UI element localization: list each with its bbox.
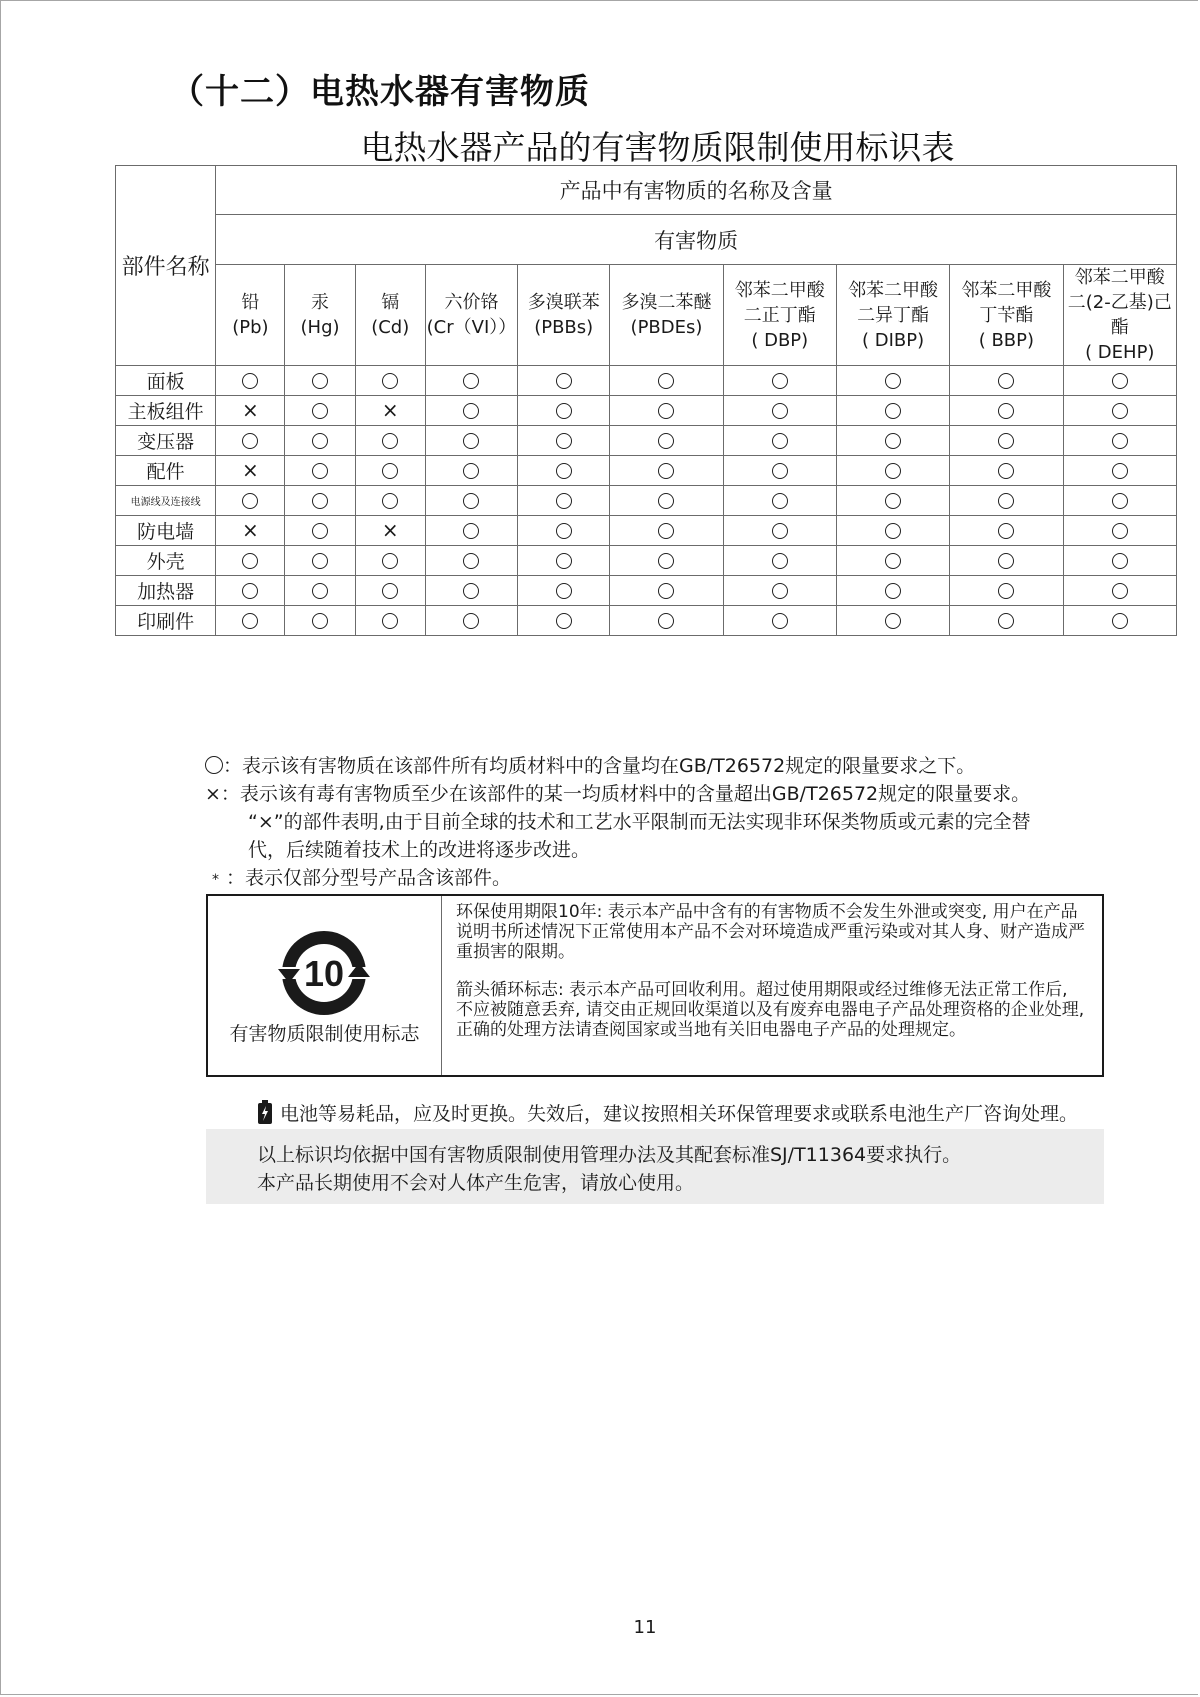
note-x-text: ：表示该有毒有害物质至少在该部件的某一均质材料中的含量超出GB/T26572规定的限量要求。	[220, 783, 1031, 805]
table-row	[116, 516, 1177, 546]
circle-mark-icon	[382, 583, 398, 599]
column-header-line3: ( BBP)	[978, 329, 1035, 351]
circle-mark-icon	[1112, 583, 1128, 599]
mark-cell	[950, 426, 1063, 456]
column-header-line1: 镉	[381, 292, 400, 313]
mark-cell	[355, 426, 425, 456]
mark-cell	[425, 576, 517, 606]
circle-mark-icon	[658, 433, 674, 449]
note-x-detail-2: 代，后续随着技术上的改进将逐步改进。	[248, 839, 591, 861]
mark-cell	[836, 426, 949, 456]
mark-cell	[610, 426, 723, 456]
column-header-line1: 邻苯二甲酸	[1074, 267, 1165, 288]
circle-mark-icon	[463, 433, 479, 449]
info-para-1: 环保使用期限10年: 表示本产品中含有的有害物质不会发生外泄或突变, 用户在产品说明书所述情况下正常使用本产品不会对环境造成严重污染或对其人身、财产造成严重损害的限期。	[456, 902, 1085, 962]
circle-mark-icon	[382, 553, 398, 569]
circle-mark-icon	[885, 613, 901, 629]
mark-cell	[1063, 426, 1176, 456]
mark-cell	[355, 486, 425, 516]
mark-cell	[518, 396, 610, 426]
mark-cell	[518, 486, 610, 516]
legend-notes	[205, 752, 1031, 894]
circle-mark-icon	[463, 553, 479, 569]
mark-cell	[518, 516, 610, 546]
part-name-cell: 主板组件	[116, 396, 216, 426]
column-header-line3: ( DIBP)	[862, 329, 925, 351]
circle-mark-icon	[463, 583, 479, 599]
battery-icon	[258, 1100, 272, 1124]
column-header-line1: 汞	[311, 292, 330, 313]
part-name-cell: 面板	[116, 366, 216, 396]
column-header-line1: 邻苯二甲酸	[961, 279, 1052, 301]
circle-mark-icon	[556, 523, 572, 539]
circle-mark-icon	[463, 493, 479, 509]
substance-column-header	[723, 265, 836, 366]
column-header-line2: (PBBs)	[534, 317, 594, 338]
sub-header: 有害物质	[216, 215, 1177, 265]
mark-cell	[610, 486, 723, 516]
mark-cell	[425, 396, 517, 426]
mark-cell	[285, 606, 355, 636]
circle-mark-icon	[242, 493, 258, 509]
mark-cell	[518, 456, 610, 486]
cross-mark-icon: ×	[241, 397, 259, 422]
circle-mark-icon	[885, 583, 901, 599]
mark-cell	[1063, 366, 1176, 396]
circle-mark-icon	[885, 493, 901, 509]
circle-mark-icon	[1112, 493, 1128, 509]
column-header-line2: (Cd)	[371, 317, 410, 338]
note-o	[205, 752, 1031, 780]
mark-cell	[355, 516, 425, 546]
circle-mark-icon	[556, 463, 572, 479]
circle-mark-icon	[1112, 613, 1128, 629]
mark-cell	[1063, 456, 1176, 486]
circle-mark-icon	[556, 613, 572, 629]
mark-cell	[950, 516, 1063, 546]
mark-cell	[836, 546, 949, 576]
column-header-line2: (Pb)	[232, 317, 269, 338]
circle-mark-icon	[658, 523, 674, 539]
part-name-cell: 外壳	[116, 546, 216, 576]
mark-cell	[216, 606, 285, 636]
note-x	[205, 780, 1031, 808]
circle-mark-icon	[658, 463, 674, 479]
mark-cell	[836, 516, 949, 546]
circle-mark-icon	[885, 553, 901, 569]
circle-mark-icon	[556, 373, 572, 389]
mark-cell	[1063, 396, 1176, 426]
part-name-cell: 防电墙	[116, 516, 216, 546]
table-row	[116, 486, 1177, 516]
mark-cell	[425, 546, 517, 576]
mark-cell	[425, 486, 517, 516]
mark-cell	[610, 516, 723, 546]
circle-mark-icon	[998, 463, 1014, 479]
mark-cell	[285, 396, 355, 426]
circle-mark-icon	[463, 523, 479, 539]
mark-cell	[950, 576, 1063, 606]
compliance-note	[206, 1129, 1104, 1204]
mark-cell	[610, 576, 723, 606]
mark-cell	[425, 456, 517, 486]
mark-cell	[610, 606, 723, 636]
mark-cell	[1063, 546, 1176, 576]
table-row	[116, 606, 1177, 636]
star-icon: *	[212, 872, 219, 888]
mark-cell	[518, 576, 610, 606]
circle-mark-icon	[1112, 433, 1128, 449]
column-header-line3: ( DBP)	[751, 329, 809, 351]
mark-cell	[950, 456, 1063, 486]
column-header-line3: ( DEHP)	[1085, 342, 1155, 363]
circle-mark-icon	[772, 613, 788, 629]
circle-mark-icon	[382, 463, 398, 479]
mark-cell	[1063, 516, 1176, 546]
mark-cell	[355, 576, 425, 606]
circle-mark-icon	[772, 463, 788, 479]
circle-mark-icon	[1112, 523, 1128, 539]
column-header-line2: 二(2-乙基)己酯	[1067, 292, 1172, 338]
recycle-10-icon	[276, 925, 372, 1021]
column-header-line1: 铅	[241, 292, 260, 313]
table-row	[116, 456, 1177, 486]
part-name-cell: 变压器	[116, 426, 216, 456]
mark-cell	[610, 396, 723, 426]
circle-mark-icon	[885, 403, 901, 419]
mark-cell	[723, 426, 836, 456]
mark-cell	[836, 456, 949, 486]
circle-mark-icon	[772, 553, 788, 569]
note-star-text: ：表示仅部分型号产品含该部件。	[226, 867, 512, 889]
note-star	[205, 864, 1031, 894]
mark-cell	[723, 516, 836, 546]
mark-cell	[723, 546, 836, 576]
circle-mark-icon	[998, 433, 1014, 449]
mark-cell	[1063, 576, 1176, 606]
column-header-line2: (Hg)	[300, 317, 340, 338]
circle-mark-icon	[998, 613, 1014, 629]
mark-cell	[425, 516, 517, 546]
hazardous-substance-table	[115, 165, 1177, 636]
circle-mark-icon	[312, 493, 328, 509]
cross-mark-icon: ×	[381, 517, 399, 542]
mark-cell	[216, 396, 285, 426]
column-header-line1: 六价铬	[444, 292, 499, 313]
mark-cell	[950, 396, 1063, 426]
circle-mark-icon	[772, 523, 788, 539]
circle-mark-icon	[772, 493, 788, 509]
circle-mark-icon	[885, 373, 901, 389]
mark-cell	[285, 516, 355, 546]
mark-cell	[836, 606, 949, 636]
mark-cell	[355, 606, 425, 636]
mark-cell	[950, 486, 1063, 516]
mark-cell	[355, 396, 425, 426]
mark-cell	[216, 366, 285, 396]
table-row	[116, 396, 1177, 426]
cross-mark-icon: ×	[241, 517, 259, 542]
circle-mark-icon	[556, 493, 572, 509]
circle-mark-icon	[998, 493, 1014, 509]
mark-cell	[723, 396, 836, 426]
circle-mark-icon	[242, 583, 258, 599]
circle-mark-icon	[658, 613, 674, 629]
mark-cell	[836, 576, 949, 606]
cross-mark-icon: ×	[381, 397, 399, 422]
column-header-line1: 邻苯二甲酸	[734, 279, 825, 301]
mark-cell	[836, 396, 949, 426]
circle-mark-icon	[658, 553, 674, 569]
column-header-line2: 二异丁酯	[857, 304, 930, 326]
mark-cell	[723, 486, 836, 516]
mark-cell	[216, 546, 285, 576]
column-header-line1: 多溴二苯醚	[621, 292, 712, 313]
mark-cell	[216, 486, 285, 516]
mark-cell	[610, 546, 723, 576]
group-header: 产品中有害物质的名称及含量	[216, 166, 1177, 215]
circle-mark-icon	[772, 583, 788, 599]
mark-cell	[285, 486, 355, 516]
note-x-detail-1: “×”的部件表明,由于目前全球的技术和工艺水平限制而无法实现非环保类物质或元素的完全替	[248, 811, 1031, 833]
mark-cell	[216, 426, 285, 456]
mark-cell	[425, 426, 517, 456]
circle-mark-icon	[998, 523, 1014, 539]
circle-mark-icon	[312, 403, 328, 419]
battery-note	[258, 1099, 1078, 1126]
cross-icon: ×	[205, 783, 221, 805]
mark-cell	[836, 366, 949, 396]
mark-cell	[950, 366, 1063, 396]
circle-mark-icon	[1112, 403, 1128, 419]
substance-column-header	[355, 265, 425, 366]
circle-mark-icon	[242, 613, 258, 629]
logo-label: 有害物质限制使用标志	[229, 1023, 420, 1045]
mark-cell	[610, 366, 723, 396]
info-text-cell	[442, 896, 1102, 1075]
circle-mark-icon	[463, 613, 479, 629]
substance-column-header	[216, 265, 285, 366]
circle-mark-icon	[312, 613, 328, 629]
mark-cell	[723, 366, 836, 396]
logo-number: 10	[303, 953, 345, 994]
circle-mark-icon	[556, 553, 572, 569]
circle-mark-icon	[998, 553, 1014, 569]
column-header-line1: 邻苯二甲酸	[848, 279, 939, 301]
column-header-line2: (PBDEs)	[630, 317, 703, 338]
circle-mark-icon	[556, 403, 572, 419]
cross-mark-icon: ×	[241, 457, 259, 482]
mark-cell	[216, 516, 285, 546]
circle-mark-icon	[312, 583, 328, 599]
column-header-line1: 多溴联苯	[527, 292, 600, 313]
logo-cell	[208, 896, 442, 1075]
circle-mark-icon	[885, 433, 901, 449]
circle-mark-icon	[658, 373, 674, 389]
part-name-header: 部件名称	[116, 166, 216, 366]
circle-mark-icon	[463, 463, 479, 479]
table-row	[116, 426, 1177, 456]
circle-mark-icon	[885, 463, 901, 479]
mark-cell	[1063, 486, 1176, 516]
note-o-text: ：表示该有害物质在该部件所有均质材料中的含量均在GB/T26572规定的限量要求之下。	[223, 755, 976, 777]
mark-cell	[518, 606, 610, 636]
circle-icon	[205, 756, 223, 774]
mark-cell	[1063, 606, 1176, 636]
circle-mark-icon	[312, 523, 328, 539]
circle-mark-icon	[885, 523, 901, 539]
environmental-info-box	[206, 894, 1104, 1077]
compliance-line-1: 以上标识均依据中国有害物质限制使用管理办法及其配套标准SJ/T11364要求执行。	[257, 1144, 962, 1166]
circle-mark-icon	[772, 373, 788, 389]
table-row	[116, 366, 1177, 396]
mark-cell	[723, 606, 836, 636]
circle-mark-icon	[382, 373, 398, 389]
mark-cell	[425, 606, 517, 636]
circle-mark-icon	[463, 403, 479, 419]
circle-mark-icon	[998, 373, 1014, 389]
circle-mark-icon	[772, 403, 788, 419]
mark-cell	[285, 426, 355, 456]
mark-cell	[425, 366, 517, 396]
substance-column-header	[285, 265, 355, 366]
circle-mark-icon	[658, 403, 674, 419]
table-row	[116, 546, 1177, 576]
mark-cell	[285, 576, 355, 606]
part-name-cell: 配件	[116, 456, 216, 486]
mark-cell	[285, 456, 355, 486]
section-heading: （十二）电热水器有害物质	[170, 72, 590, 112]
circle-mark-icon	[658, 583, 674, 599]
circle-mark-icon	[312, 463, 328, 479]
table-row	[116, 576, 1177, 606]
circle-mark-icon	[242, 433, 258, 449]
mark-cell	[723, 456, 836, 486]
mark-cell	[355, 546, 425, 576]
circle-mark-icon	[1112, 373, 1128, 389]
mark-cell	[355, 456, 425, 486]
mark-cell	[518, 426, 610, 456]
circle-mark-icon	[658, 493, 674, 509]
mark-cell	[518, 546, 610, 576]
circle-mark-icon	[242, 373, 258, 389]
compliance-line-2: 本产品长期使用不会对人体产生危害，请放心使用。	[257, 1172, 695, 1194]
substance-column-header	[836, 265, 949, 366]
part-name-cell: 印刷件	[116, 606, 216, 636]
circle-mark-icon	[312, 553, 328, 569]
mark-cell	[723, 576, 836, 606]
substance-column-header	[1063, 265, 1176, 366]
mark-cell	[950, 546, 1063, 576]
circle-mark-icon	[772, 433, 788, 449]
substance-column-header	[518, 265, 610, 366]
substance-column-header	[950, 265, 1063, 366]
circle-mark-icon	[242, 553, 258, 569]
circle-mark-icon	[382, 493, 398, 509]
circle-mark-icon	[312, 433, 328, 449]
part-name-cell: 电源线及连接线	[116, 486, 216, 516]
part-name-cell: 加热器	[116, 576, 216, 606]
substance-column-header	[610, 265, 723, 366]
circle-mark-icon	[312, 373, 328, 389]
mark-cell	[610, 456, 723, 486]
column-header-line2: 二正丁酯	[743, 304, 816, 326]
column-header-line2: (Cr（VI））	[426, 317, 517, 338]
info-para-2: 箭头循环标志: 表示本产品可回收利用。超过使用期限或经过维修无法正常工作后, 不应被随意丢弃, 请交由正规回收渠道以及有废弃电器电子产品处理资格的企业处理, 正确的处理方法请查阅国家或当地有关旧电器电子产品的处理规定。	[456, 980, 1085, 1040]
circle-mark-icon	[463, 373, 479, 389]
circle-mark-icon	[1112, 463, 1128, 479]
mark-cell	[285, 366, 355, 396]
column-header-line2: 丁苄酯	[979, 304, 1034, 326]
circle-mark-icon	[998, 403, 1014, 419]
mark-cell	[355, 366, 425, 396]
circle-mark-icon	[556, 583, 572, 599]
page-number: 11	[633, 1617, 657, 1638]
circle-mark-icon	[382, 613, 398, 629]
mark-cell	[950, 606, 1063, 636]
mark-cell	[285, 546, 355, 576]
mark-cell	[216, 576, 285, 606]
battery-note-text: 电池等易耗品，应及时更换。失效后，建议按照相关环保管理要求或联系电池生产厂咨询处理。	[280, 1103, 1079, 1125]
circle-mark-icon	[556, 433, 572, 449]
circle-mark-icon	[1112, 553, 1128, 569]
mark-cell	[518, 366, 610, 396]
mark-cell	[216, 456, 285, 486]
substance-column-header	[425, 265, 517, 366]
table-title: 电热水器产品的有害物质限制使用标识表	[360, 128, 955, 167]
circle-mark-icon	[998, 583, 1014, 599]
circle-mark-icon	[382, 433, 398, 449]
mark-cell	[836, 486, 949, 516]
